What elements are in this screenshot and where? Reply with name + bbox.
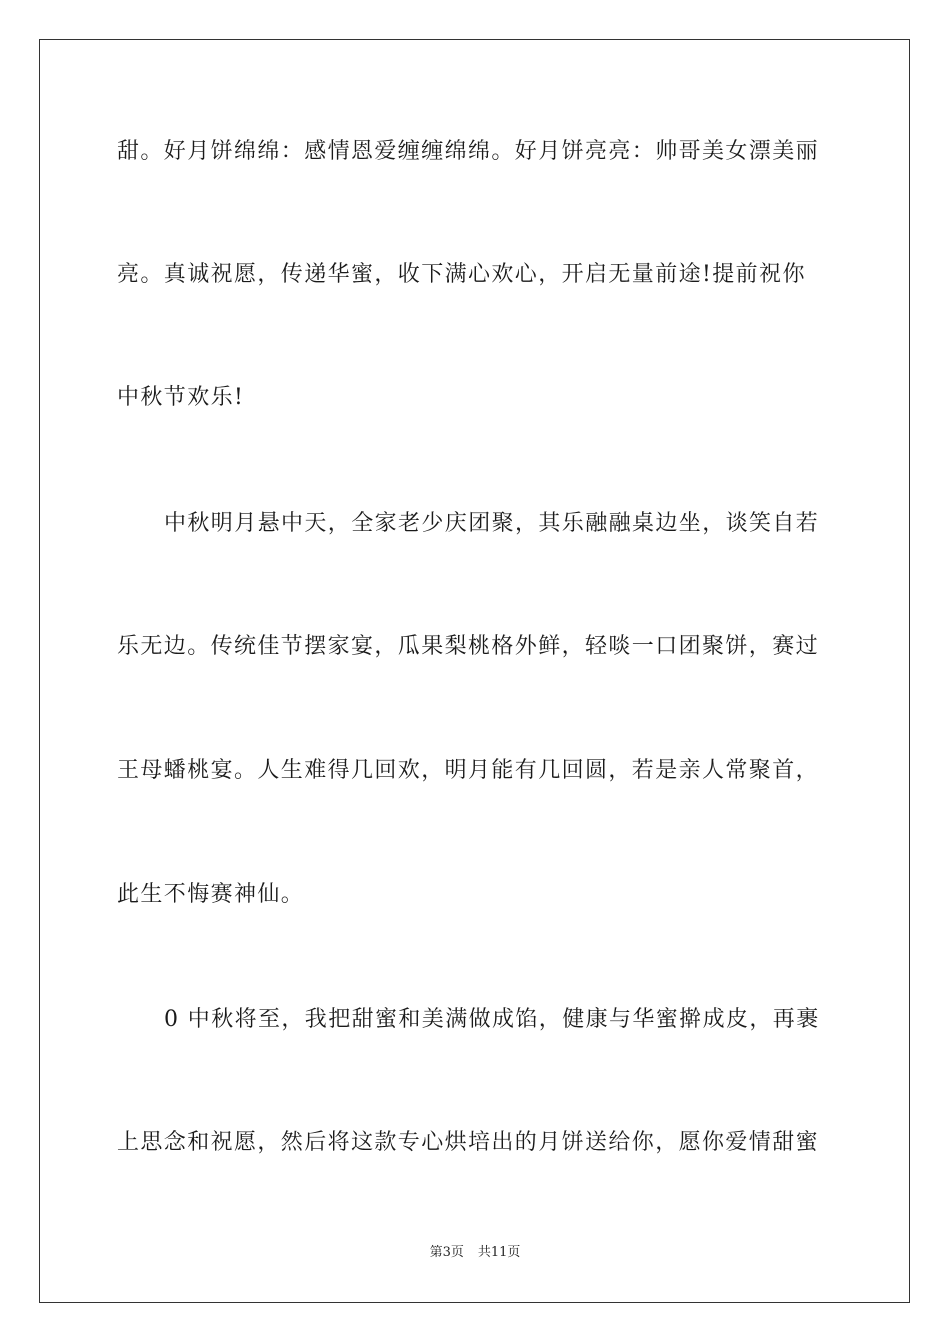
- page-number: 第3页: [429, 1245, 464, 1260]
- page-total: 共11页: [477, 1245, 521, 1260]
- text-line: 亮。真诚祝愿，传递华蜜，收下满心欢心，开启无量前途!提前祝你: [117, 262, 806, 287]
- paragraph-first-line: 0 中秋将至，我把甜蜜和美满做成馅，健康与华蜜擀成皮，再裹: [164, 1007, 820, 1032]
- page-footer: [0, 1244, 950, 1262]
- paragraph-first-line: 中秋明月悬中天，全家老少庆团聚，其乐融融桌边坐，谈笑自若: [164, 511, 820, 536]
- text-line: 乐无边。传统佳节摆家宴，瓜果梨桃格外鲜，轻啖一口团聚饼，赛过: [117, 634, 820, 659]
- text-line: 王母蟠桃宴。人生难得几回欢，明月能有几回圆，若是亲人常聚首，: [117, 758, 820, 783]
- text-line: 中秋节欢乐!: [117, 385, 245, 410]
- text-line: 此生不悔赛神仙。: [117, 882, 305, 907]
- text-line: 上思念和祝愿，然后将这款专心烘培出的月饼送给你，愿你爱情甜蜜: [117, 1130, 820, 1155]
- text-line: 甜。好月饼绵绵：感情恩爱缠缠绵绵。好月饼亮亮：帅哥美女漂美丽: [117, 139, 820, 164]
- page-border: [39, 39, 910, 1303]
